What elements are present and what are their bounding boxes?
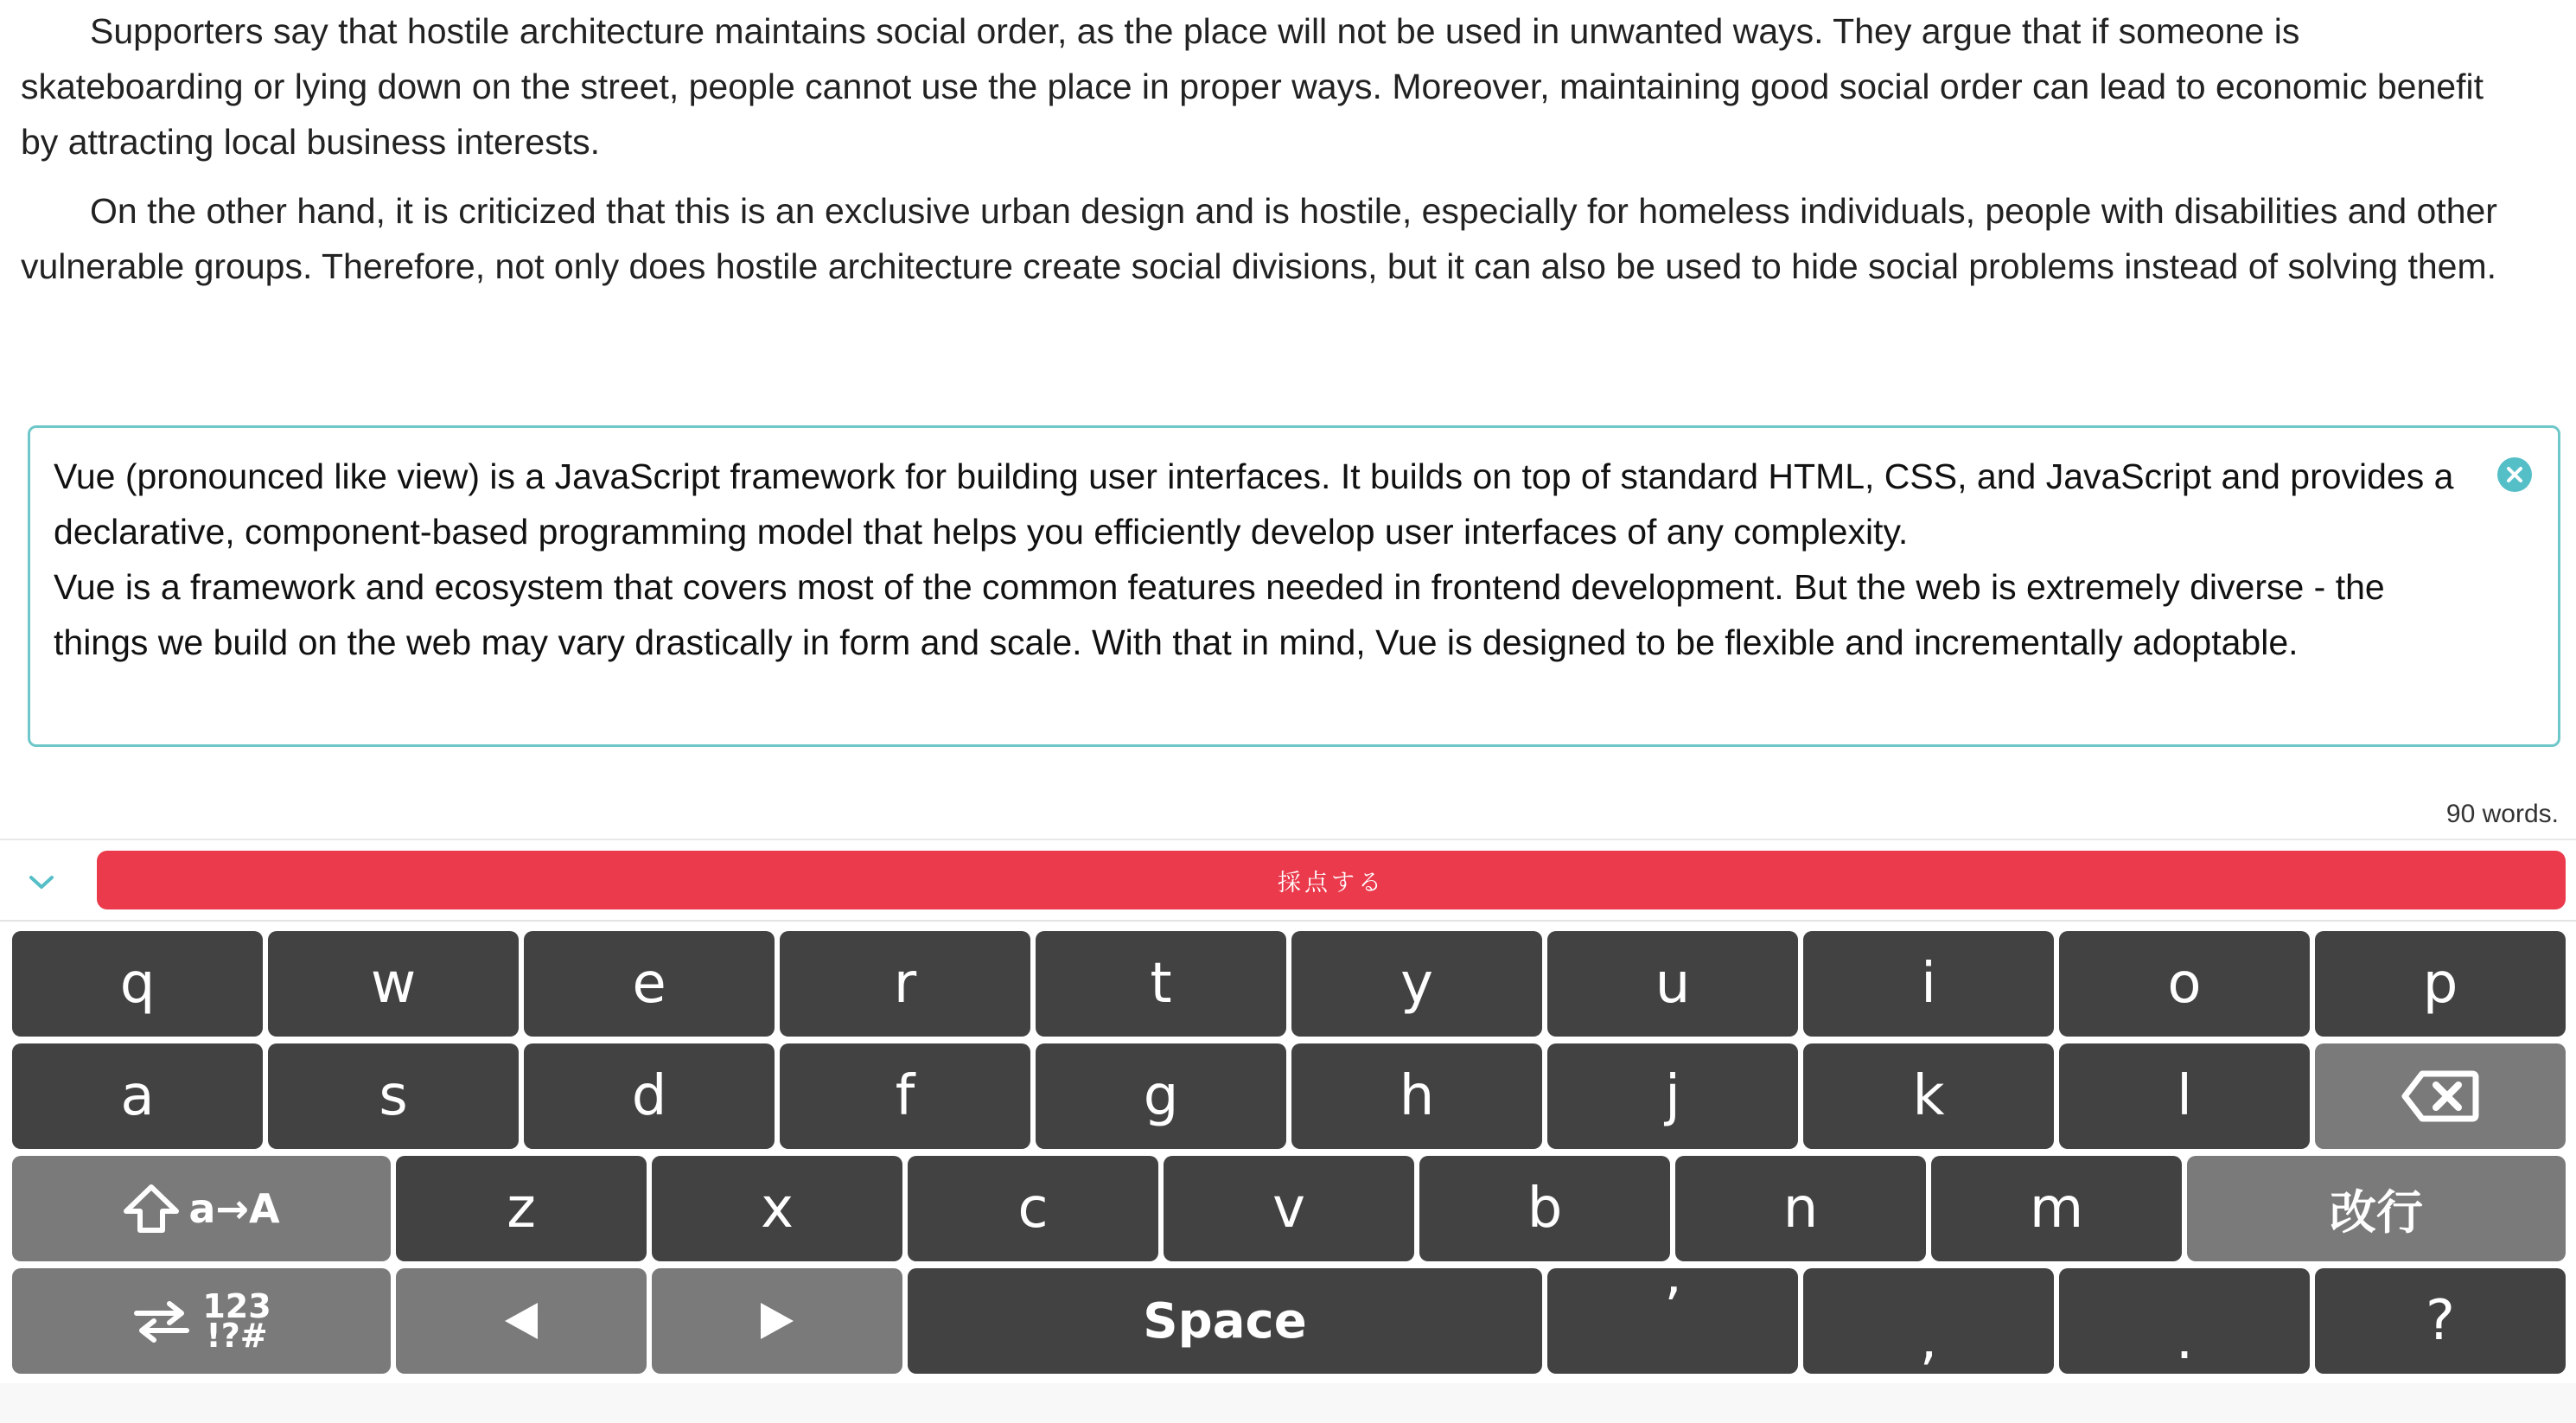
key-u[interactable] [1547,931,1798,1037]
key-apostrophe[interactable] [1547,1268,1798,1374]
key-e[interactable] [524,931,775,1037]
key-j[interactable] [1547,1043,1798,1149]
key-h[interactable] [1291,1043,1542,1149]
key-y[interactable] [1291,931,1542,1037]
key-label: t [1150,952,1172,1016]
shift-label: a→A [188,1185,280,1232]
key-f[interactable] [780,1043,1030,1149]
key-v[interactable] [1164,1156,1414,1261]
key-label: z [507,1177,536,1241]
essay-textarea[interactable] [28,425,2560,747]
key-label: p [2422,952,2458,1016]
key-comma[interactable] [1803,1268,2054,1374]
key-d[interactable] [524,1043,775,1149]
virtual-keyboard [0,922,2576,1423]
key-label: f [895,1064,915,1128]
key-label: k [1912,1064,1945,1128]
key-a[interactable] [12,1043,263,1149]
bottom-safe-area [0,1383,2576,1423]
key-label: n [1782,1177,1819,1241]
key-label: h [1399,1064,1435,1128]
key-w[interactable] [268,931,519,1037]
key-label: j [1665,1064,1680,1128]
key-p[interactable] [2315,931,2566,1037]
grade-button[interactable]: 採点する [97,851,2566,909]
cursor-right-key[interactable] [652,1268,902,1374]
key-b[interactable] [1419,1156,1670,1261]
key-label: d [631,1064,667,1128]
key-i[interactable] [1803,931,2054,1037]
key-label: e [632,952,666,1016]
key-label: q [119,952,156,1016]
key-label: . [2175,1308,2194,1372]
key-label: y [1400,952,1433,1016]
key-question[interactable] [2315,1268,2566,1374]
key-n[interactable] [1675,1156,1926,1261]
backspace-icon [2401,1069,2479,1124]
key-g[interactable] [1036,1043,1286,1149]
triangle-right-icon [756,1299,799,1343]
key-z[interactable] [396,1156,647,1261]
key-label: ? [2426,1289,2455,1353]
space-label: Space [1143,1292,1307,1350]
space-key[interactable] [908,1268,1542,1374]
key-s[interactable] [268,1043,519,1149]
symbols-label-top: 123 [202,1287,271,1325]
essay-text[interactable]: Vue (pronounced like view) is a JavaScript framework for building user interfaces. It builds on top of standard HTML, CSS, and JavaScript and provides a declarative, component-based programming model that helps you efficiently develop user interfaces of any complexity. Vue is a framework and ecosystem that covers most of the common features needed in frontend development. But the web is extremely diverse - the things we build on the web may vary drastically in form and scale. With that in mind, Vue is designed to be flexible and incrementally adoptable. [54,456,2454,662]
backspace-key[interactable] [2315,1043,2566,1149]
key-label: l [2177,1064,2192,1128]
shift-key[interactable] [12,1156,391,1261]
key-q[interactable] [12,931,263,1037]
passage-paragraph-2: On the other hand, it is criticized that this is an exclusive urban design and is hostile, especially for homeless individuals, people with disabilities and other vulnerable groups. Therefore, not only does hostile architecture create social divisions, but it can also be used to hide social problems instead of solving them. [21,191,2497,286]
key-label: g [1143,1064,1179,1128]
key-label: , [1919,1308,1938,1372]
key-label: m [2029,1177,2084,1241]
switch-arrows-icon [131,1299,192,1343]
key-period[interactable] [2059,1268,2310,1374]
key-o[interactable] [2059,931,2310,1037]
close-icon [2497,457,2532,492]
key-label: o [2167,952,2202,1016]
key-k[interactable] [1803,1043,2054,1149]
shift-arrow-icon [123,1184,180,1234]
clear-text-button[interactable] [2497,457,2532,492]
key-label: r [893,952,917,1016]
key-m[interactable] [1931,1156,2182,1261]
key-label: x [761,1177,794,1241]
symbols-key[interactable] [12,1268,391,1374]
passage-paragraph-1: Supporters say that hostile architecture maintains social order, as the place will not be used in unwanted ways. They argue that if someone is skateboarding or lying down on the street, people cannot use the place in proper ways. Moreover, maintaining good social order can lead to economic benefit by attracting local business interests. [21,11,2484,162]
key-label: ’ [1663,1277,1682,1341]
key-l[interactable] [2059,1043,2310,1149]
key-x[interactable] [652,1156,902,1261]
word-count: 90 words. [2445,800,2559,828]
cursor-left-key[interactable] [396,1268,647,1374]
key-c[interactable] [908,1156,1158,1261]
key-label: s [379,1064,408,1128]
key-label: v [1272,1177,1305,1241]
key-label: a [120,1064,155,1128]
key-label: b [1527,1177,1563,1241]
enter-label: 改行 [2330,1184,2423,1240]
reading-passage [21,3,2528,308]
key-r[interactable] [780,931,1030,1037]
key-label: c [1017,1177,1049,1241]
key-t[interactable] [1036,931,1286,1037]
symbols-label [202,1287,271,1355]
keyboard-toolbar [0,840,2576,922]
key-label: i [1921,952,1936,1016]
triangle-left-icon [500,1299,543,1343]
collapse-keyboard-button[interactable] [24,865,59,899]
key-label: w [370,952,417,1016]
symbols-label-bottom: !?# [206,1317,268,1355]
enter-key[interactable] [2187,1156,2566,1261]
chevron-down-icon [24,865,59,899]
key-label: u [1655,952,1691,1016]
